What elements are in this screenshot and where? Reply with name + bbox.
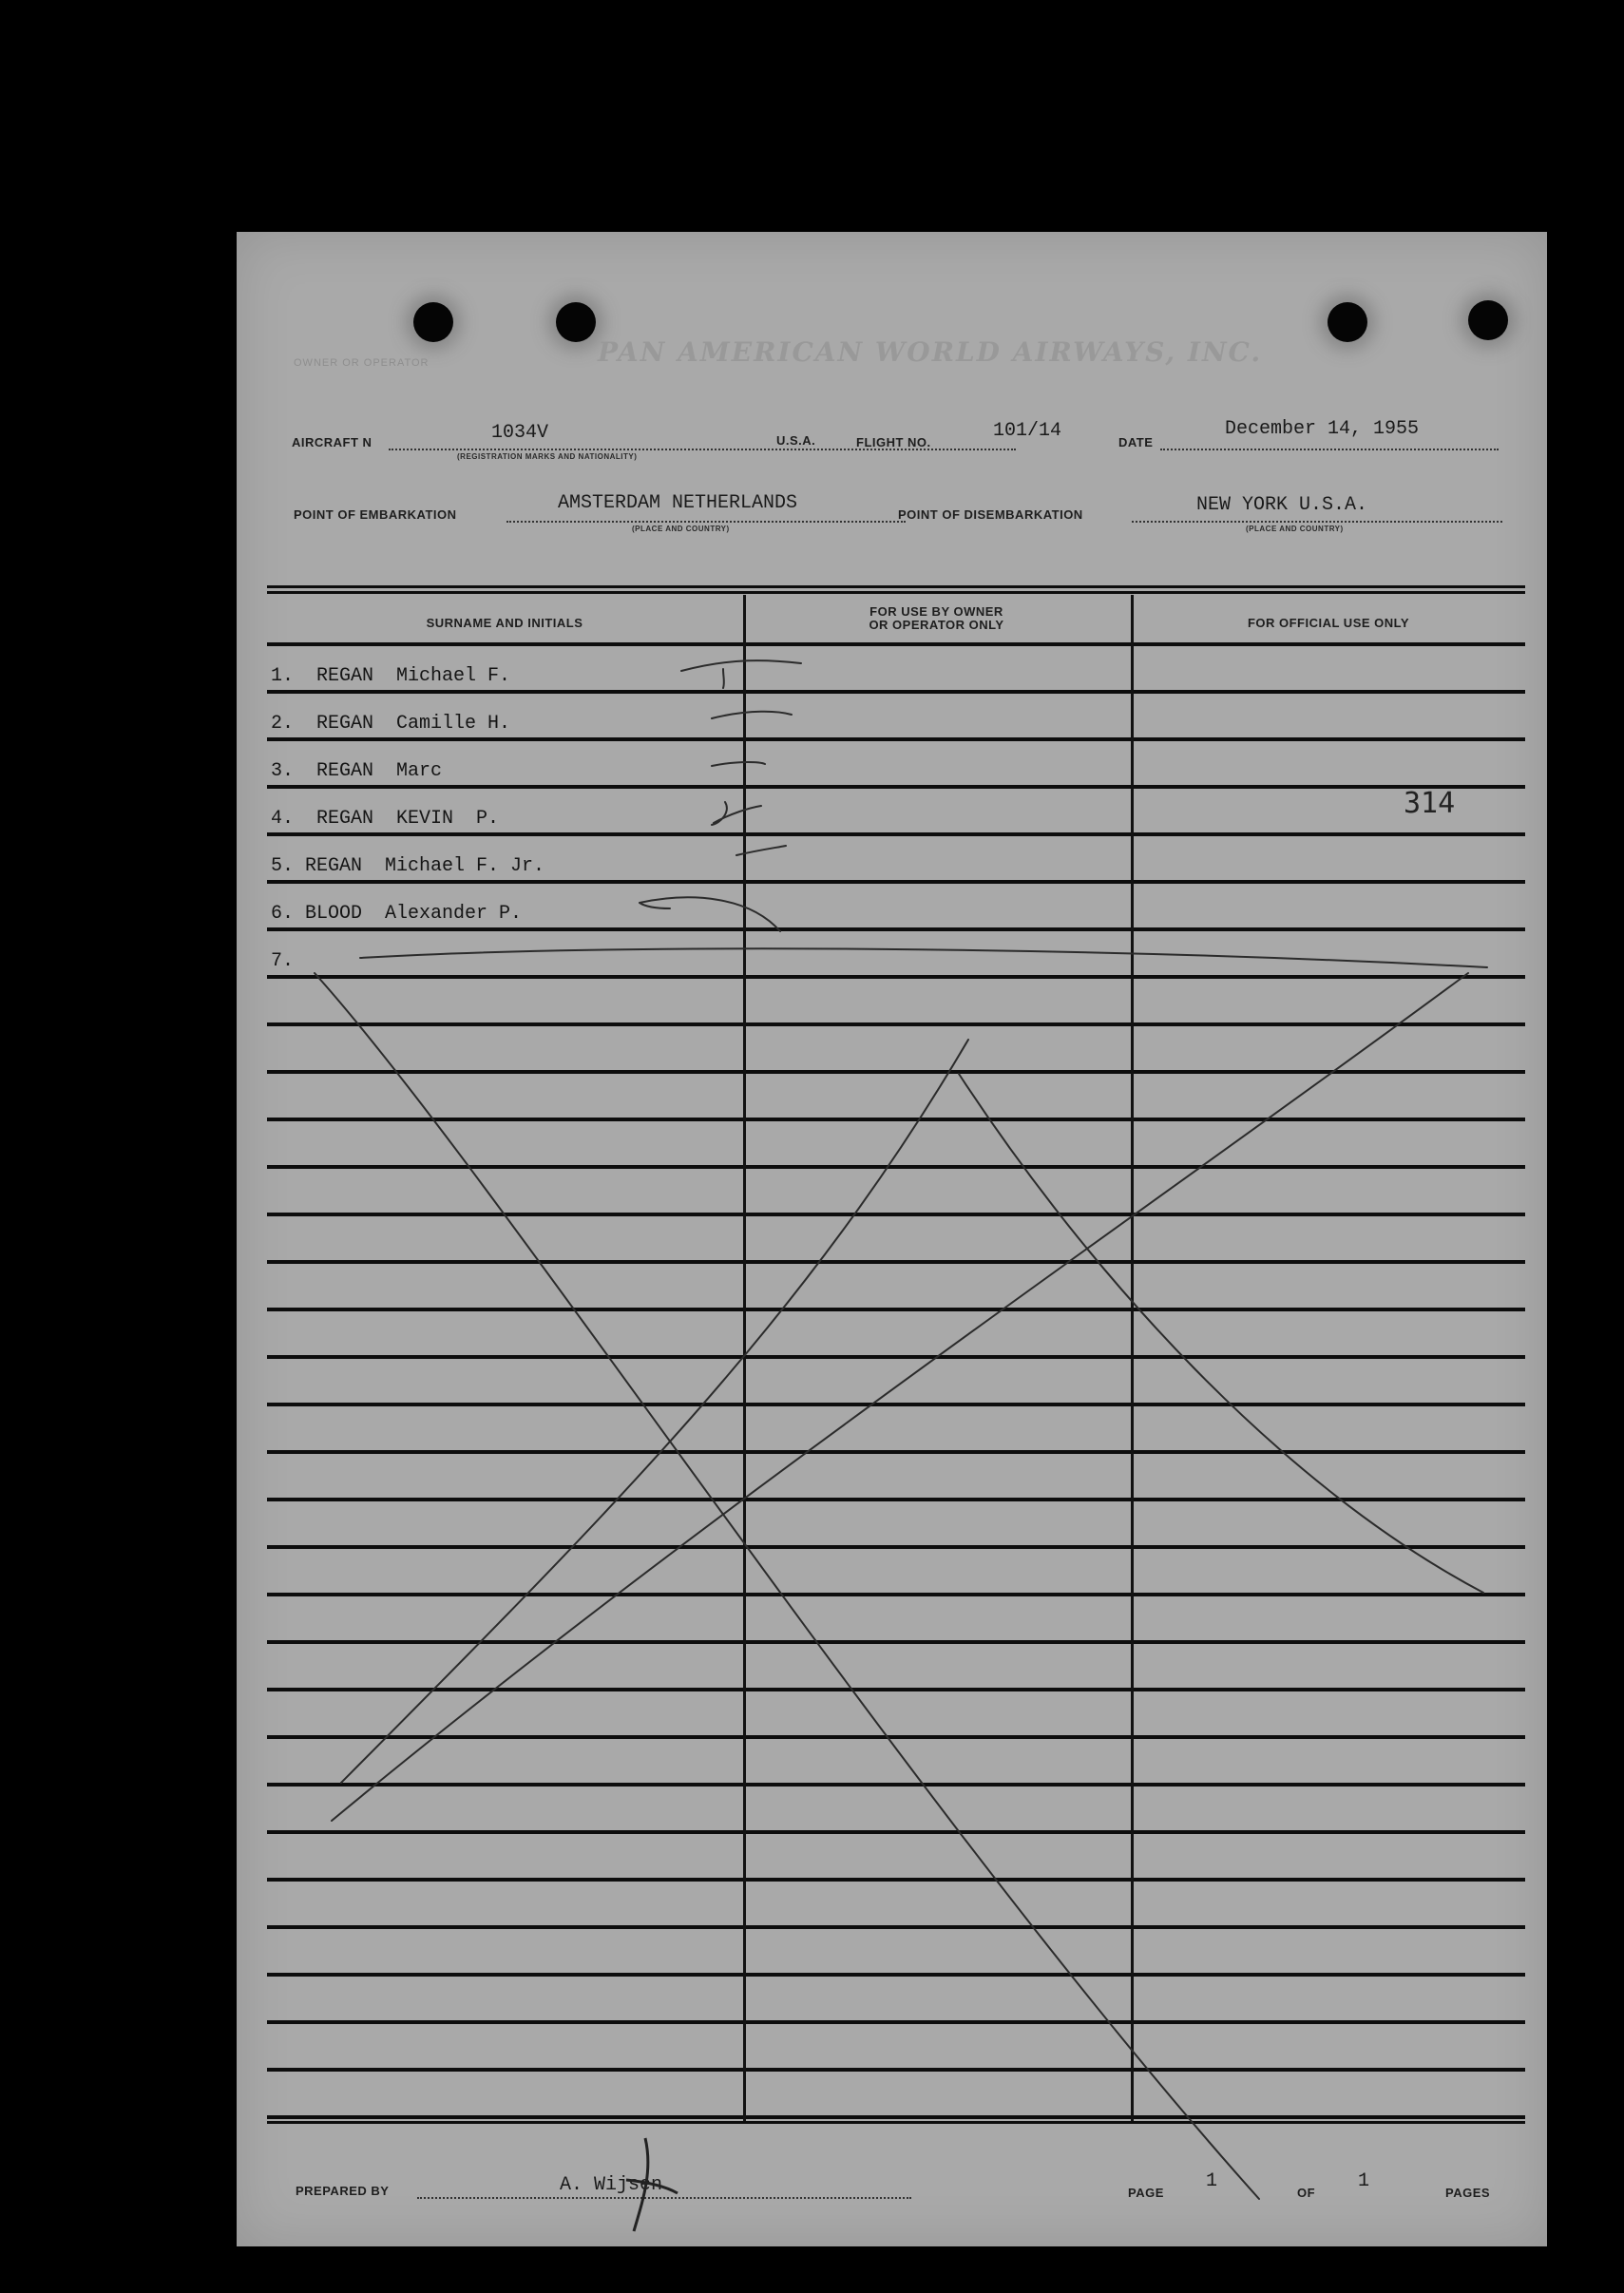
check-mark [712,712,792,718]
passenger-row: 4. REGAN KEVIN P. [271,808,500,830]
row-rule [267,1450,1525,1454]
pages-label: PAGES [1445,2186,1491,2200]
check-mark [712,802,761,825]
row-rule [267,737,1525,741]
disembarkation-label: POINT OF DISEMBARKATION [898,507,1083,522]
page-label: PAGE [1128,2186,1164,2200]
row-rule [267,2068,1525,2072]
row-rule [267,2020,1525,2024]
signature [607,2132,683,2237]
embarkation-label: POINT OF EMBARKATION [294,507,457,522]
row-rule [267,642,1525,646]
row-rule [267,1355,1525,1359]
of-label: OF [1297,2186,1316,2200]
embarkation-underline [506,521,906,523]
owner-label: OWNER OR OPERATOR [294,357,430,369]
embarkation-sublabel: (PLACE AND COUNTRY) [632,525,730,533]
date-underline [1160,449,1499,450]
usa-label: U.S.A. [776,433,816,448]
handwritten-marks [237,232,1547,2246]
owner-value: PAN AMERICAN WORLD AIRWAYS, INC. [598,336,1263,368]
row-rule [267,1640,1525,1644]
passenger-row: 5. REGAN Michael F. Jr. [271,855,545,877]
table-top-rule [267,591,1525,594]
punch-hole [413,302,453,342]
aircraft-sublabel: (REGISTRATION MARKS AND NATIONALITY) [457,452,638,461]
row-rule [267,1022,1525,1026]
check-mark [712,762,765,766]
cancel-line [315,973,1259,2199]
punch-hole [1328,302,1367,342]
header-owner-line1: FOR USE BY OWNER [869,604,1003,619]
disembarkation-value: NEW YORK U.S.A. [1196,494,1368,516]
check-mark [640,897,780,931]
row-rule [267,1878,1525,1882]
row-rule [267,1688,1525,1691]
embarkation-value: AMSTERDAM NETHERLANDS [558,492,798,514]
row-rule [267,1308,1525,1311]
passenger-row: 1. REGAN Michael F. [271,665,511,687]
row-rule [267,1118,1525,1121]
row-rule [267,1735,1525,1739]
prepared-by-label: PREPARED BY [296,2184,390,2198]
header-surname: SURNAME AND INITIALS [426,616,583,630]
column-divider [1131,595,1134,2121]
cancel-line [959,1074,1483,1593]
passenger-row: 3. REGAN Marc [271,760,443,782]
page-value: 1 [1206,2170,1218,2192]
cancel-line [360,948,1487,967]
punch-hole [1468,300,1508,340]
row-rule [267,1593,1525,1596]
row-rule [267,1830,1525,1834]
header-owner-line2: OR OPERATOR ONLY [869,618,1004,632]
official-use-number: 314 [1404,787,1456,820]
prepared-by-value: A. Wijsen [560,2174,663,2196]
row-rule [267,1545,1525,1549]
flight-value: 101/14 [993,420,1062,442]
of-value: 1 [1358,2170,1370,2192]
date-value: December 14, 1955 [1225,418,1420,440]
row-rule [267,785,1525,789]
row-rule [267,1070,1525,1074]
row-rule [267,690,1525,694]
row-rule [267,1213,1525,1216]
aircraft-label: AIRCRAFT N [292,435,373,449]
row-rule [267,1260,1525,1264]
cancel-line [341,1040,968,1783]
table-bottom-rule [267,2121,1525,2124]
cancel-line [332,973,1468,1821]
row-rule [267,975,1525,979]
row-rule [267,2115,1525,2119]
check-mark [681,660,801,688]
row-rule [267,927,1525,931]
row-rule [267,832,1525,836]
aircraft-value: 1034V [491,422,549,444]
passenger-row: 7. [271,950,295,972]
flight-label: FLIGHT NO. [856,435,931,449]
date-label: DATE [1118,435,1154,449]
row-rule [267,1973,1525,1977]
column-divider [743,595,746,2121]
passenger-row: 2. REGAN Camille H. [271,713,511,735]
table-top-rule [267,585,1525,588]
row-rule [267,1165,1525,1169]
disembarkation-underline [1132,521,1502,523]
disembarkation-sublabel: (PLACE AND COUNTRY) [1246,525,1344,533]
row-rule [267,1783,1525,1787]
header-official: FOR OFFICIAL USE ONLY [1247,616,1410,630]
row-rule [267,880,1525,884]
passenger-row: 6. BLOOD Alexander P. [271,903,523,925]
punch-hole [556,302,596,342]
row-rule [267,1498,1525,1501]
manifest-sheet [237,232,1547,2246]
row-rule [267,1403,1525,1406]
row-rule [267,1925,1525,1929]
